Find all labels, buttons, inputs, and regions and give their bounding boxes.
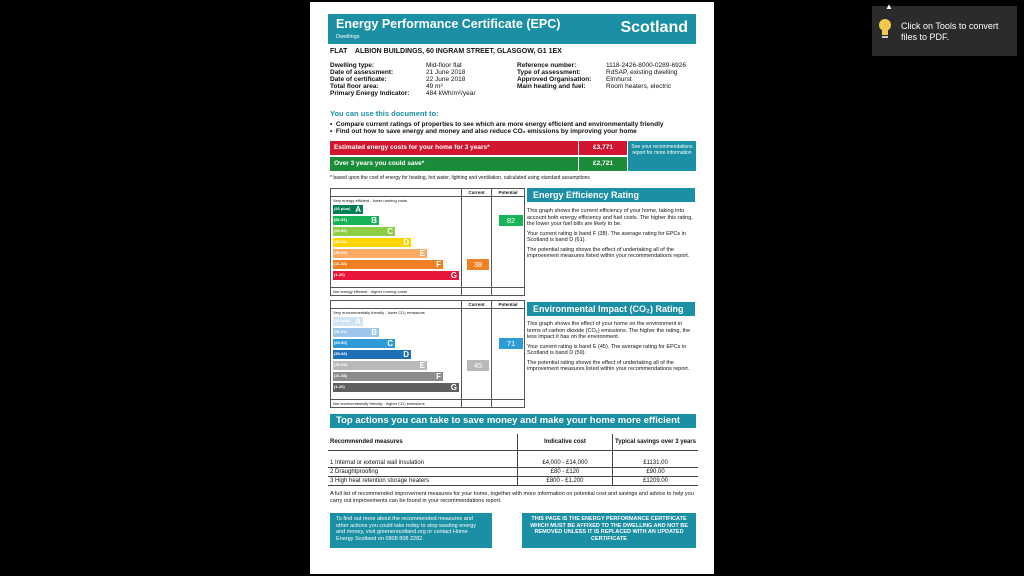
ei-heading: Environmental Impact (CO₂) Rating (527, 302, 695, 316)
band-row: (21-38) F (334, 372, 441, 381)
cost-row-value: £3,771 (578, 141, 627, 155)
band-row: (1-20) G (334, 271, 457, 280)
col-potential: Potential (498, 190, 518, 195)
tooltip-text: Click on Tools to convert files to PDF. (901, 21, 999, 42)
ei-paragraph: Your current rating is band E (45). The average rating for EPCs in Scotland is band D (59). (527, 343, 687, 356)
actions-heading: Top actions you can take to save money and make your home more efficient (330, 414, 696, 428)
ee-text (527, 208, 695, 260)
chart-divider (461, 189, 462, 295)
chart-divider (331, 399, 524, 400)
ee-paragraph: Your current rating is band F (38). The average rating for EPCs in Scotland is band D (61). (527, 230, 686, 243)
col-potential: Potential (498, 302, 518, 307)
table-header-row (328, 434, 698, 451)
ee-paragraph: This graph shows the current efficiency of your home, taking into account both energy efficiency and fuel costs. The higher this rating, the lower your fuel bills are likely to be. (527, 208, 693, 227)
footer-notice-box: THIS PAGE IS THE ENERGY PERFORMANCE CERTIFICATE WHICH MUST BE AFFIXED TO THE DWELLING AND NOT BE REMOVED UNLESS IT IS REPLACED WITH AN UPDATED CERTIFICATE (522, 513, 696, 548)
cost-cell: £80 - £120 (518, 467, 613, 476)
band-row: (55-68) D (334, 350, 409, 359)
cost-cell: £4,000 - £14,000 (518, 459, 613, 468)
band-row: (39-54) E (334, 361, 425, 370)
detail-row: Type of assessment: RdSAP, existing dwelling (517, 69, 678, 76)
measures-table (328, 434, 698, 486)
ee-heading: Energy Efficiency Rating (527, 188, 695, 202)
header-country: Scotland (620, 19, 688, 36)
table-row (328, 476, 698, 485)
tools-tooltip[interactable] (872, 2, 1017, 56)
use-doc-bullet: • Find out how to save energy and money and also reduce CO₂ emissions by improving your home (330, 128, 637, 135)
chart-divider (331, 287, 524, 288)
address-text: ALBION BUILDINGS, 60 INGRAM STREET, GLASGOW, G1 1EX (354, 48, 562, 55)
saving-cell: £1209.00 (613, 476, 699, 485)
band-row: (69-80) C (334, 339, 393, 348)
current-rating-arrow: 38 (467, 259, 489, 270)
detail-row: Dwelling type: Mid-floor flat (330, 62, 462, 69)
saving-cell: £90.00 (613, 467, 699, 476)
address-type: FLAT (330, 48, 348, 55)
col-current: Current (468, 190, 485, 195)
footer-info-box: To find out more about the recommended measures and other actions you could take today to stop wasting energy and money, visit greenerscotland.org or contact Home Energy Scotland on 0808 808 2282. (330, 513, 492, 548)
ei-paragraph: This graph shows the effect of your home on the environment in terms of carbon dioxide (CO₂) emissions. The higher the rating, the less impact it has on the environment. (527, 321, 691, 340)
measure-cell: 2 Draughtproofing (328, 467, 518, 476)
band-row: (92 plus) A (334, 205, 361, 214)
actions-note: A full list of recommended improvement measures for your home, together with more information on potential cost and savings and advice to help you carry out improvements can be found in your recommendations report. (330, 491, 694, 504)
energy-efficiency-chart (330, 188, 525, 296)
saving-cell: £1131.00 (613, 459, 699, 468)
address-line (330, 48, 562, 55)
table-header: Indicative cost (518, 434, 613, 451)
details-left (330, 62, 505, 97)
details-right (517, 62, 702, 90)
see-recommendations-link[interactable]: See your recommendations report for more information (628, 141, 696, 171)
potential-rating-arrow: 71 (499, 338, 523, 349)
cost-row-label: Estimated energy costs for your home for 3 years* (330, 141, 578, 155)
measure-cell: 3 High heat retention storage heaters (328, 476, 518, 485)
saving-row-label: Over 3 years you could save* (330, 157, 578, 171)
chart-divider (331, 308, 524, 309)
band-row: (39-54) E (334, 249, 425, 258)
table-spacer-row (328, 451, 698, 459)
detail-row: Main heating and fuel: Room heaters, electric (517, 83, 672, 90)
potential-rating-arrow: 82 (499, 215, 523, 226)
detail-row: Primary Energy Indicator: 484 kWh/m²/year (330, 90, 476, 97)
chart-top-text: Very energy efficient - lower running costs (333, 198, 408, 203)
cost-footnote: * based upon the cost of energy for heating, hot water, lighting and ventilation, calculated using standard assumptions (330, 175, 590, 181)
col-current: Current (468, 302, 485, 307)
band-row: (81-91) B (334, 216, 377, 225)
chart-bottom-text: Not environmentally friendly - higher CO₂ emissions (333, 401, 425, 406)
chart-divider (491, 189, 492, 295)
table-row (328, 467, 698, 476)
chart-top-text: Very environmentally friendly - lower CO₂ emissions (333, 310, 425, 315)
use-doc-heading: You can use this document to: (330, 109, 439, 118)
band-row: (81-91) B (334, 328, 377, 337)
chart-divider (461, 301, 462, 407)
chart-divider (491, 301, 492, 407)
detail-row: Total floor area: 49 m² (330, 83, 443, 90)
ei-paragraph: The potential rating shows the effect of undertaking all of the improvement measures listed within your recommendations report. (527, 359, 690, 372)
ee-paragraph: The potential rating shows the effect of undertaking all of the improvement measures listed within your recommendations report. (527, 246, 690, 259)
cost-cell: £800 - £1,200 (518, 476, 613, 485)
measure-cell: 1 Internal or external wall insulation (328, 459, 518, 468)
chart-divider (331, 196, 524, 197)
chart-bottom-text: Not energy efficient - higher running costs (333, 289, 407, 294)
header-title: Energy Performance Certificate (EPC) (336, 17, 561, 31)
epc-header (328, 14, 696, 44)
detail-row: Date of assessment: 21 June 2018 (330, 69, 466, 76)
table-header: Typical savings over 3 years (613, 434, 699, 451)
tooltip-caret-icon: ▲ (885, 2, 893, 11)
table-row (328, 459, 698, 468)
band-row: (55-68) D (334, 238, 409, 247)
header-subtitle: Dwellings (336, 34, 360, 40)
detail-row: Date of certificate: 22 June 2018 (330, 76, 466, 83)
use-doc-bullet: • Compare current ratings of properties to see which are more energy efficient and environmentally friendly (330, 121, 664, 128)
detail-row: Reference number: 1118-2426-8000-0289-6926 (517, 62, 686, 69)
ei-text (527, 321, 695, 373)
epc-page (310, 2, 714, 574)
environmental-impact-chart (330, 300, 525, 408)
current-rating-arrow: 45 (467, 360, 489, 371)
band-row: (92 plus) A (334, 317, 361, 326)
lightbulb-icon (878, 18, 892, 40)
band-row: (1-20) G (334, 383, 457, 392)
band-row: (69-80) C (334, 227, 393, 236)
saving-row-value: £2,721 (578, 157, 627, 171)
band-row: (21-38) F (334, 260, 441, 269)
detail-row: Approved Organisation: Elmhurst (517, 76, 632, 83)
table-header: Recommended measures (328, 434, 518, 451)
